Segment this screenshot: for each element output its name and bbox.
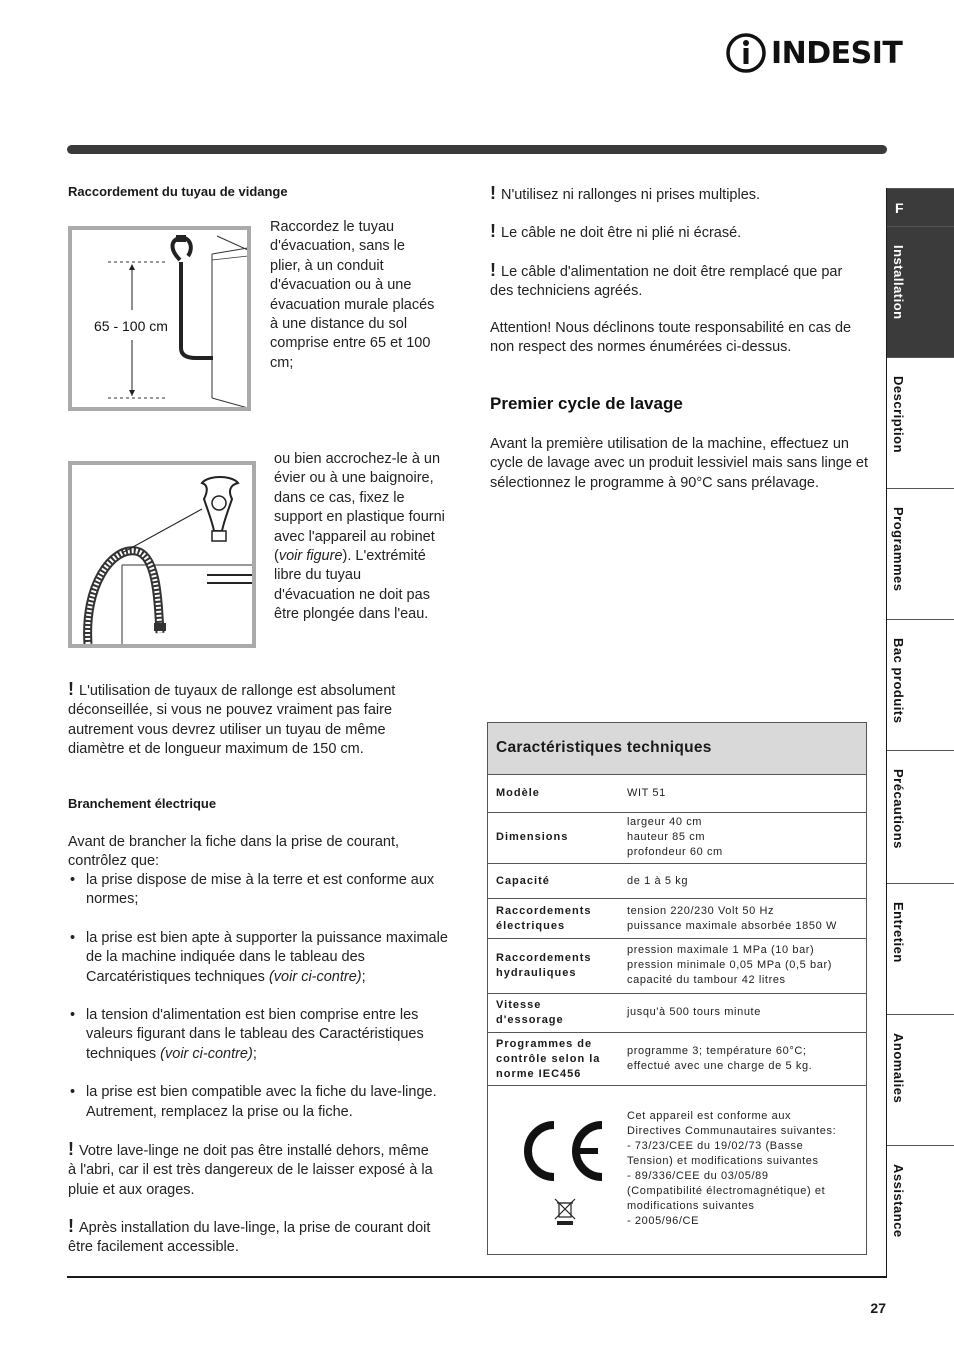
warning-icon: ! [490,183,501,203]
list-item: • la tension d'alimentation est bien comprise entre les valeurs figurant dans le tableau des Caractéristiques techniques (voir ci-contre); [70,1007,424,1062]
drain-text-2: ou bien accrochez-le à un évier ou à une baignoire, dans ce cas, fixez le support en plastique fourni avec l'appareil au robinet (voir figure). L'extrémité libre du tuyau d'évacuation ne doit pas être plongée dans l'eau. [274,451,445,623]
weee-bin-icon [554,1198,576,1226]
warning-icon: ! [490,221,501,241]
table-row: Capacité de 1 à 5 kg [488,864,866,899]
section-tabs [886,188,954,1278]
tech-specs-header: Caractéristiques techniques [488,723,866,775]
table-row: Raccordements électriques tension 220/230 Volt 50 Hz puissance maximale absorbée 1850 W [488,899,866,939]
tech-specs-table [487,722,867,1255]
warning-technicians: ! Le câble d'alimentation ne doit être remplacé que par des techniciens agréés. [490,260,843,300]
warning-access: ! Après installation du lave-linge, la prise de courant doit être facilement accessible. [68,1216,431,1256]
table-row: Modèle WIT 51 [488,774,866,813]
tab-bac-produits[interactable]: Bac produits [887,619,954,751]
electrical-heading: Branchement électrique [68,796,217,811]
drain-text-1: Raccordez le tuyau d'évacuation, sans le plier, à un conduit d'évacuation ou à une évacuation murale placés à une distance du sol comprise entre 65 et 100 cm; [270,219,435,371]
page-number: 27 [870,1300,886,1316]
warning-icon: ! [68,1216,79,1236]
tab-description[interactable]: Description [887,357,954,489]
table-row: Vitesse d'essorage jusqu'à 500 tours minute [488,994,866,1033]
tab-programmes[interactable]: Programmes [887,488,954,620]
tab-installation[interactable]: Installation [887,226,954,358]
drain-heading: Raccordement du tuyau de vidange [68,184,288,199]
warning-icon: ! [68,679,79,699]
attention-text: Attention! Nous déclinons toute responsabilité en cas de non respect des normes énumérées ci-dessus. [490,320,852,356]
ce-mark-icon [510,1119,610,1183]
sink-hose-illustration [72,465,252,644]
electrical-checklist [68,871,448,1122]
list-item: • la prise est bien apte à supporter la puissance maximale de la machine indiquée dans le tableau des Carcatéristiques techniques (voir ci-contre); [70,929,448,985]
warning-cable: ! Le câble ne doit être ni plié ni écrasé. [490,221,742,241]
first-cycle-text: Avant la première utilisation de la machine, effectuez un cycle de lavage avec un produit lessiviel mais sans linge et sélectionnez le programme à 90°C sans prélavage. [490,436,869,491]
table-row: Raccordements hydrauliques pression maximale 1 MPa (10 bar) pression minimale 0,05 MPa (0,5 bar) capacité du tambour 42 litres [488,939,866,994]
tab-anomalies[interactable]: Anomalies [887,1014,954,1146]
list-item: • la prise dispose de mise à la terre et est conforme aux normes; [70,872,435,908]
tab-entretien[interactable]: Entretien [887,883,954,1015]
warning-icon: ! [68,1139,79,1159]
ce-compliance-block: Cet appareil est conforme aux Directives Communautaires suivantes: - 73/23/CEE du 19/02/73 (Basse Tension) et modifications suivantes - 89/336/CEE du 03/05/89 (Compatibilité électromagnétique) et modifications suivantes - 2005/96/CE [488,1086,866,1254]
drain-height-figure [68,226,251,411]
logo-emblem-icon [725,32,767,74]
warning-outdoor: ! Votre lave-linge ne doit pas être installé dehors, même à l'abri, car il est très dangereux de le laisser exposé à la pluie et aux orages. [68,1139,433,1198]
list-item: • la prise est bien compatible avec la fiche du lave-linge. Autrement, remplacez la prise ou la fiche. [70,1084,437,1120]
sink-hook-figure [68,461,256,648]
electrical-intro: Avant de brancher la fiche dans la prise de courant, contrôlez que: [68,834,400,870]
drain-height-label: 65 - 100 cm [94,318,168,334]
footer-rule [67,1276,887,1278]
indesit-logo [725,32,903,74]
warning-icon: ! [490,260,501,280]
first-cycle-heading: Premier cycle de lavage [490,394,683,413]
warning-no-extension: ! N'utilisez ni rallonges ni prises multiples. [490,183,761,203]
warning-extension: ! L'utilisation de tuyaux de rallonge est absolument déconseillée, si vous ne pouvez vraiment pas faire autrement vous devrez utiliser un tuyau de même diamètre et de longueur maximum de 150 cm. [68,679,396,758]
tab-assistance[interactable]: Assistance [887,1145,954,1279]
tab-precautions[interactable]: Précautions [887,750,954,884]
brand-name: INDESIT [771,36,903,71]
header-bar [67,145,887,154]
table-row: Dimensions largeur 40 cm hauteur 85 cm profondeur 60 cm [488,813,866,864]
table-row: Programmes de contrôle selon la norme IEC456 programme 3; température 60°C; effectué avec une charge de 5 kg. [488,1033,866,1086]
tab-language-f[interactable]: F [887,188,954,227]
